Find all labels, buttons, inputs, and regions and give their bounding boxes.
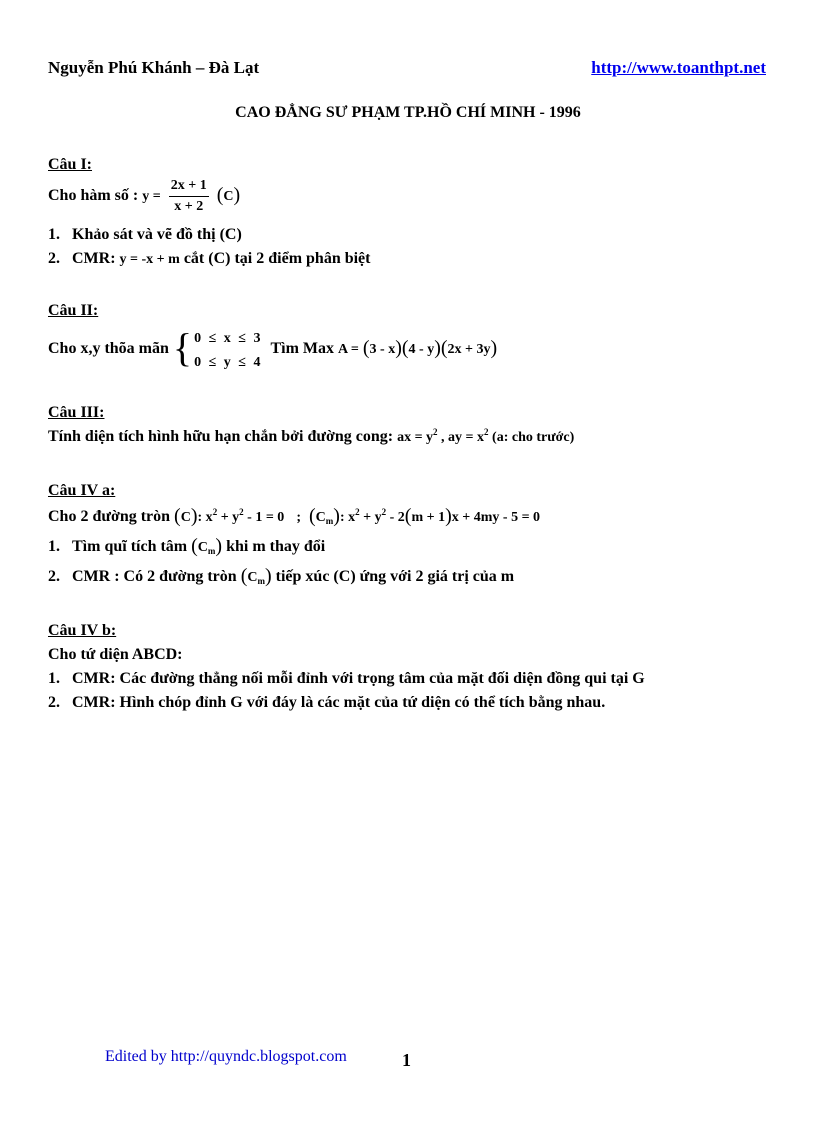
separator: ; [296, 510, 301, 525]
cau1-function: Cho hàm số : y = $\frac{2x + 1}{x + 2}$ (C) [48, 178, 241, 214]
cau4a-circles: Cho 2 đường tròn (C): $x^2 + y^2 - 1 = 0$ ; $(C_m)$: $x^2 + y^2 - 2(m + 1)x + 4my - 5 = 0$ [48, 505, 541, 527]
cm-subscript: m [207, 546, 216, 556]
circle-cm [316, 510, 334, 525]
item-number: 2. [48, 568, 60, 585]
circle-cm-equation [339, 507, 405, 525]
factor-1: 3 - x [369, 342, 396, 357]
cau3-note: (a: cho trước) [492, 430, 575, 445]
item-expression: y = -x + m [119, 252, 180, 267]
fraction-numerator: 2x + 1 [169, 178, 209, 197]
website-link[interactable]: http://www.toanthpt.net [591, 58, 766, 77]
cau4a-item1: 1. Tìm quĩ tích tâm $(C_m)$ khi m thay đổi [48, 535, 326, 557]
item-text: CMR: Hình chóp đỉnh G với đáy là các mặt của tứ diện có thể tích bằng nhau. [72, 694, 606, 711]
page-number: 1 [402, 1050, 411, 1070]
cau4a-item2: 2. CMR : Có 2 đường tròn $(C_m)$ tiếp xúc (C) ứng với 2 giá trị của m [48, 565, 515, 587]
expr-lhs: A = [338, 342, 359, 357]
cau3-heading: Câu III: [48, 404, 105, 421]
author-header: Nguyễn Phú Khánh – Đà Lạt [48, 58, 260, 77]
factor-3: 2x + 3y [447, 342, 491, 357]
curve-2: , ay = x [441, 430, 485, 445]
cm-subscript: m [257, 576, 265, 586]
eq-part: : x [339, 510, 356, 525]
eq-part: + y [359, 510, 382, 525]
cau1-item2 [48, 250, 370, 268]
exponent: 2 [212, 507, 218, 517]
item-number: 1. [48, 538, 60, 555]
cau4a-intro: Cho 2 đường tròn [48, 508, 171, 525]
condition-1: 0 ≤ x ≤ 3 [194, 331, 261, 347]
cau3-text: Tính diện tích hình hữu hạn chắn bởi đường cong: [48, 428, 394, 445]
eq-part: m + 1 [411, 510, 446, 525]
cau4b-heading: Câu IV b: [48, 622, 117, 639]
curve-1: ax = y [397, 430, 434, 445]
item-text: khi m thay đổi [226, 538, 326, 555]
item-text: CMR : Có 2 đường tròn [72, 568, 237, 585]
cau2-problem [48, 322, 497, 375]
circle-cm [198, 540, 216, 555]
eq-part: x + 4my - 5 = 0 [451, 510, 541, 525]
cau4b-intro: Cho tứ diện ABCD: [48, 646, 183, 663]
cau1-fraction [169, 178, 209, 215]
cau3-problem [48, 428, 574, 446]
exponent: 2 [239, 507, 244, 517]
cau2-intro: Cho x,y thõa mãn [48, 340, 169, 357]
cau2-expression: A = (3 - x)(4 - y)(2x + 3y) [338, 337, 498, 359]
cau1-item1 [48, 226, 242, 244]
item-text: CMR: Các đường thẳng nối mỗi đỉnh với trọng tâm của mặt đối diện đồng qui tại G [72, 670, 645, 687]
cm-subscript: m [325, 516, 334, 526]
cau2-find: Tìm Max [270, 340, 335, 357]
item-text: Tìm quĩ tích tâm [72, 538, 188, 555]
exponent: 2 [381, 507, 387, 517]
item-number: 1. [48, 670, 60, 687]
circle-c-equation [197, 507, 285, 525]
condition-system [194, 327, 260, 375]
page-title: CAO ĐẲNG SƯ PHẠM TP.HỒ CHÍ MINH - 1996 [235, 104, 581, 121]
cau3-curves [397, 427, 575, 445]
circle-c: C [180, 510, 191, 525]
item-text: Khảo sát và vẽ đồ thị (C) [72, 226, 242, 243]
cau1-intro: Cho hàm số : [48, 187, 139, 205]
exponent: 2 [433, 427, 438, 437]
eq-part: - 2 [386, 510, 405, 525]
cau1-heading: Câu I: [48, 156, 93, 173]
cm-letter: C [315, 510, 326, 525]
cau4b-item1 [48, 670, 645, 688]
eq-part: - 1 = 0 [243, 510, 285, 525]
cau1-curve: C [223, 189, 234, 205]
footer-edited-by[interactable]: Edited by http://quyndc.blogspot.com [105, 1048, 347, 1065]
condition-2: 0 ≤ y ≤ 4 [194, 355, 261, 371]
item-text: cắt (C) tại 2 điểm phân biệt [183, 250, 371, 267]
factor-2: 4 - y [408, 342, 435, 357]
item-number: 1. [48, 226, 60, 243]
item-number: 2. [48, 694, 60, 711]
exponent: 2 [484, 427, 489, 437]
exponent: 2 [355, 507, 360, 517]
item-text: CMR: [72, 250, 116, 267]
fraction-denominator: x + 2 [174, 199, 204, 214]
cm-letter: C [197, 540, 208, 555]
brace-symbol: { [172, 325, 193, 370]
circle-cm [247, 570, 265, 585]
cau4a-heading: Câu IV a: [48, 482, 116, 499]
cau4b-item2 [48, 694, 605, 712]
eq-part: : x [197, 510, 213, 525]
item-number: 2. [48, 250, 60, 267]
cau1-y-eq: y = [142, 189, 161, 205]
eq-part: + y [217, 510, 240, 525]
cm-letter: C [247, 570, 258, 585]
item-text: tiếp xúc (C) ứng với 2 giá trị của m [275, 568, 515, 585]
cau2-heading: Câu II: [48, 302, 99, 319]
